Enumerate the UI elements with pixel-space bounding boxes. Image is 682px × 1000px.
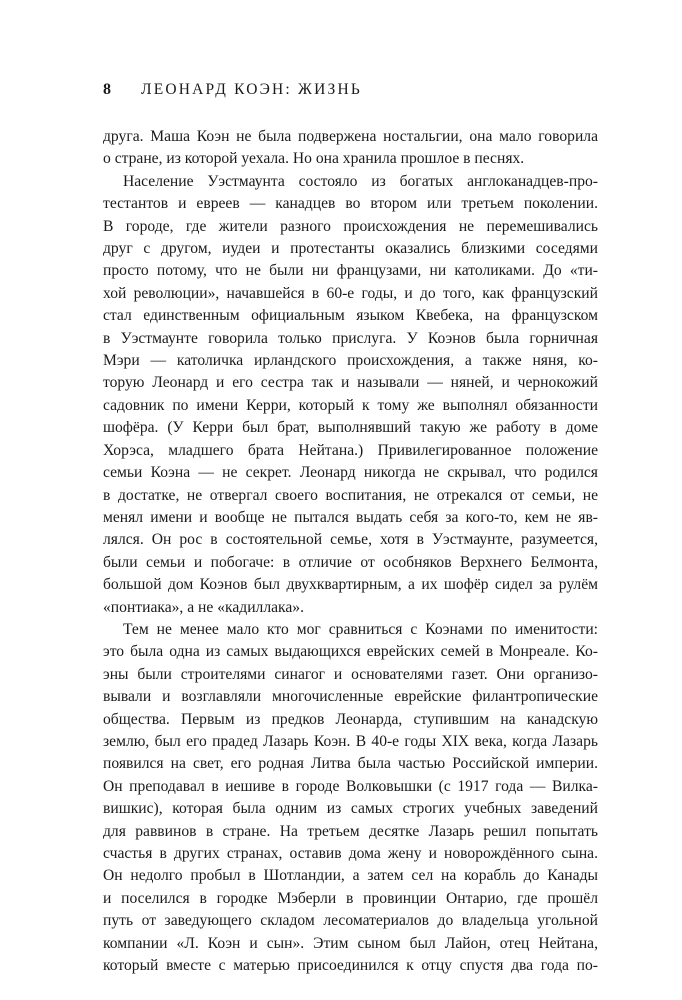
- text-line: вишкис), которая была одним из самых строгих учебных заведений: [103, 800, 598, 818]
- text-line: садовник по имени Керри, который к тому же выполнял обязанности: [103, 396, 598, 414]
- text-line: семьи Коэна — не секрет. Леонард никогда не скрывал, что родился: [103, 464, 598, 482]
- text-line: в Уэстмаунте говорила только прислуга. У Коэнов была горничная: [103, 329, 598, 347]
- page-number: 8: [103, 81, 111, 98]
- text-line: для раввинов в стране. На третьем десятке Лазарь решил попытать: [103, 822, 598, 840]
- text-line: торую Леонард и его сестра так и называли — няней, и чернокожий: [103, 374, 598, 392]
- text-line: хой революции», начавшейся в 60-е годы, и до того, как французский: [103, 284, 598, 302]
- text-line: в достатке, не отвергал своего воспитания, не отрекался от семьи, не: [103, 486, 598, 504]
- text-line: были семьи и побогаче: в отличие от особняков Верхнего Белмонта,: [103, 553, 598, 571]
- text-line: просто потому, что не были ни французами, ни католиками. До «ти-: [103, 262, 598, 280]
- text-line: путь от заведующего складом лесоматериалов до владельца угольной: [103, 912, 598, 930]
- text-line: В городе, где жители разного происхождения не перемешивались: [103, 217, 598, 235]
- text-line: счастья в других странах, оставив дома жену и новорождённого сына.: [103, 845, 598, 862]
- text-line: землю, был его прадед Лазарь Коэн. В 40-е годы XIX века, когда Лазарь: [103, 732, 598, 750]
- text-line: друг с другом, иудеи и протестанты оказались близкими соседями: [103, 240, 598, 258]
- running-title: ЛЕОНАРД КОЭН: ЖИЗНЬ: [141, 81, 362, 98]
- text-line: Население Уэстмаунта состояло из богатых англоканадцев-про-: [123, 172, 598, 190]
- text-line: стал единственным официальным языком Квебека, на французском: [103, 307, 598, 325]
- text-line: Мэри — католичка ирландского происхождения, а также няня, ко-: [103, 352, 598, 370]
- text-line: друга. Маша Коэн не была подвержена ностальгии, она мало говорила: [103, 128, 598, 145]
- text-line: лялся. Он рос в состоятельной семье, хотя в Уэстмаунте, разумеется,: [103, 531, 598, 549]
- text-line: вывали и возглавляли многочисленные еврейские филантропические: [103, 688, 598, 706]
- text-line: и поселился в городке Мэберли в провинции Онтарио, где прошёл: [103, 889, 598, 907]
- text-line: компании «Л. Коэн и сын». Этим сыном был Лайон, отец Нейтана,: [103, 934, 598, 952]
- text-line: «понтиака», а не «кадиллака».: [103, 598, 304, 616]
- text-line: эны были строителями синагог и основателями газет. Они организо-: [103, 665, 598, 683]
- text-line: общества. Первым из предков Леонарда, ступившим на канадскую: [103, 710, 598, 728]
- text-line: Хорэса, младшего брата Нейтана.) Привилегированное положение: [103, 441, 598, 459]
- text-line: шофёра. (У Керри был брат, выполнявший такую же работу в доме: [103, 419, 598, 437]
- text-line: появился на свет, его родная Литва была частью Российской империи.: [103, 755, 598, 773]
- body-text: [103, 126, 598, 977]
- text-line: Он преподавал в иешиве в городе Волковышки (с 1917 года — Вилка-: [103, 777, 598, 795]
- text-line: Он недолго пробыл в Шотландии, а затем сел на корабль до Канады: [103, 867, 598, 885]
- text-line: большой дом Коэнов был двухквартирным, а их шофёр сидел за рулём: [103, 576, 598, 594]
- text-line: менял имени и вообще не пытался выдать себя за кого-то, кем не яв-: [103, 508, 598, 526]
- text-line: о стране, из которой уехала. Но она хранила прошлое в песнях.: [103, 150, 525, 168]
- text-line: тестантов и евреев — канадцев во втором или третьем поколении.: [103, 195, 598, 213]
- text-line: это была одна из самых выдающихся еврейских семей в Монреале. Ко-: [103, 643, 598, 661]
- text-line: Тем не менее мало кто мог сравниться с Коэнами по именитости:: [123, 620, 598, 638]
- page-header: [103, 80, 362, 100]
- text-line: который вместе с матерью присоединился к отцу спустя два года по-: [103, 957, 598, 975]
